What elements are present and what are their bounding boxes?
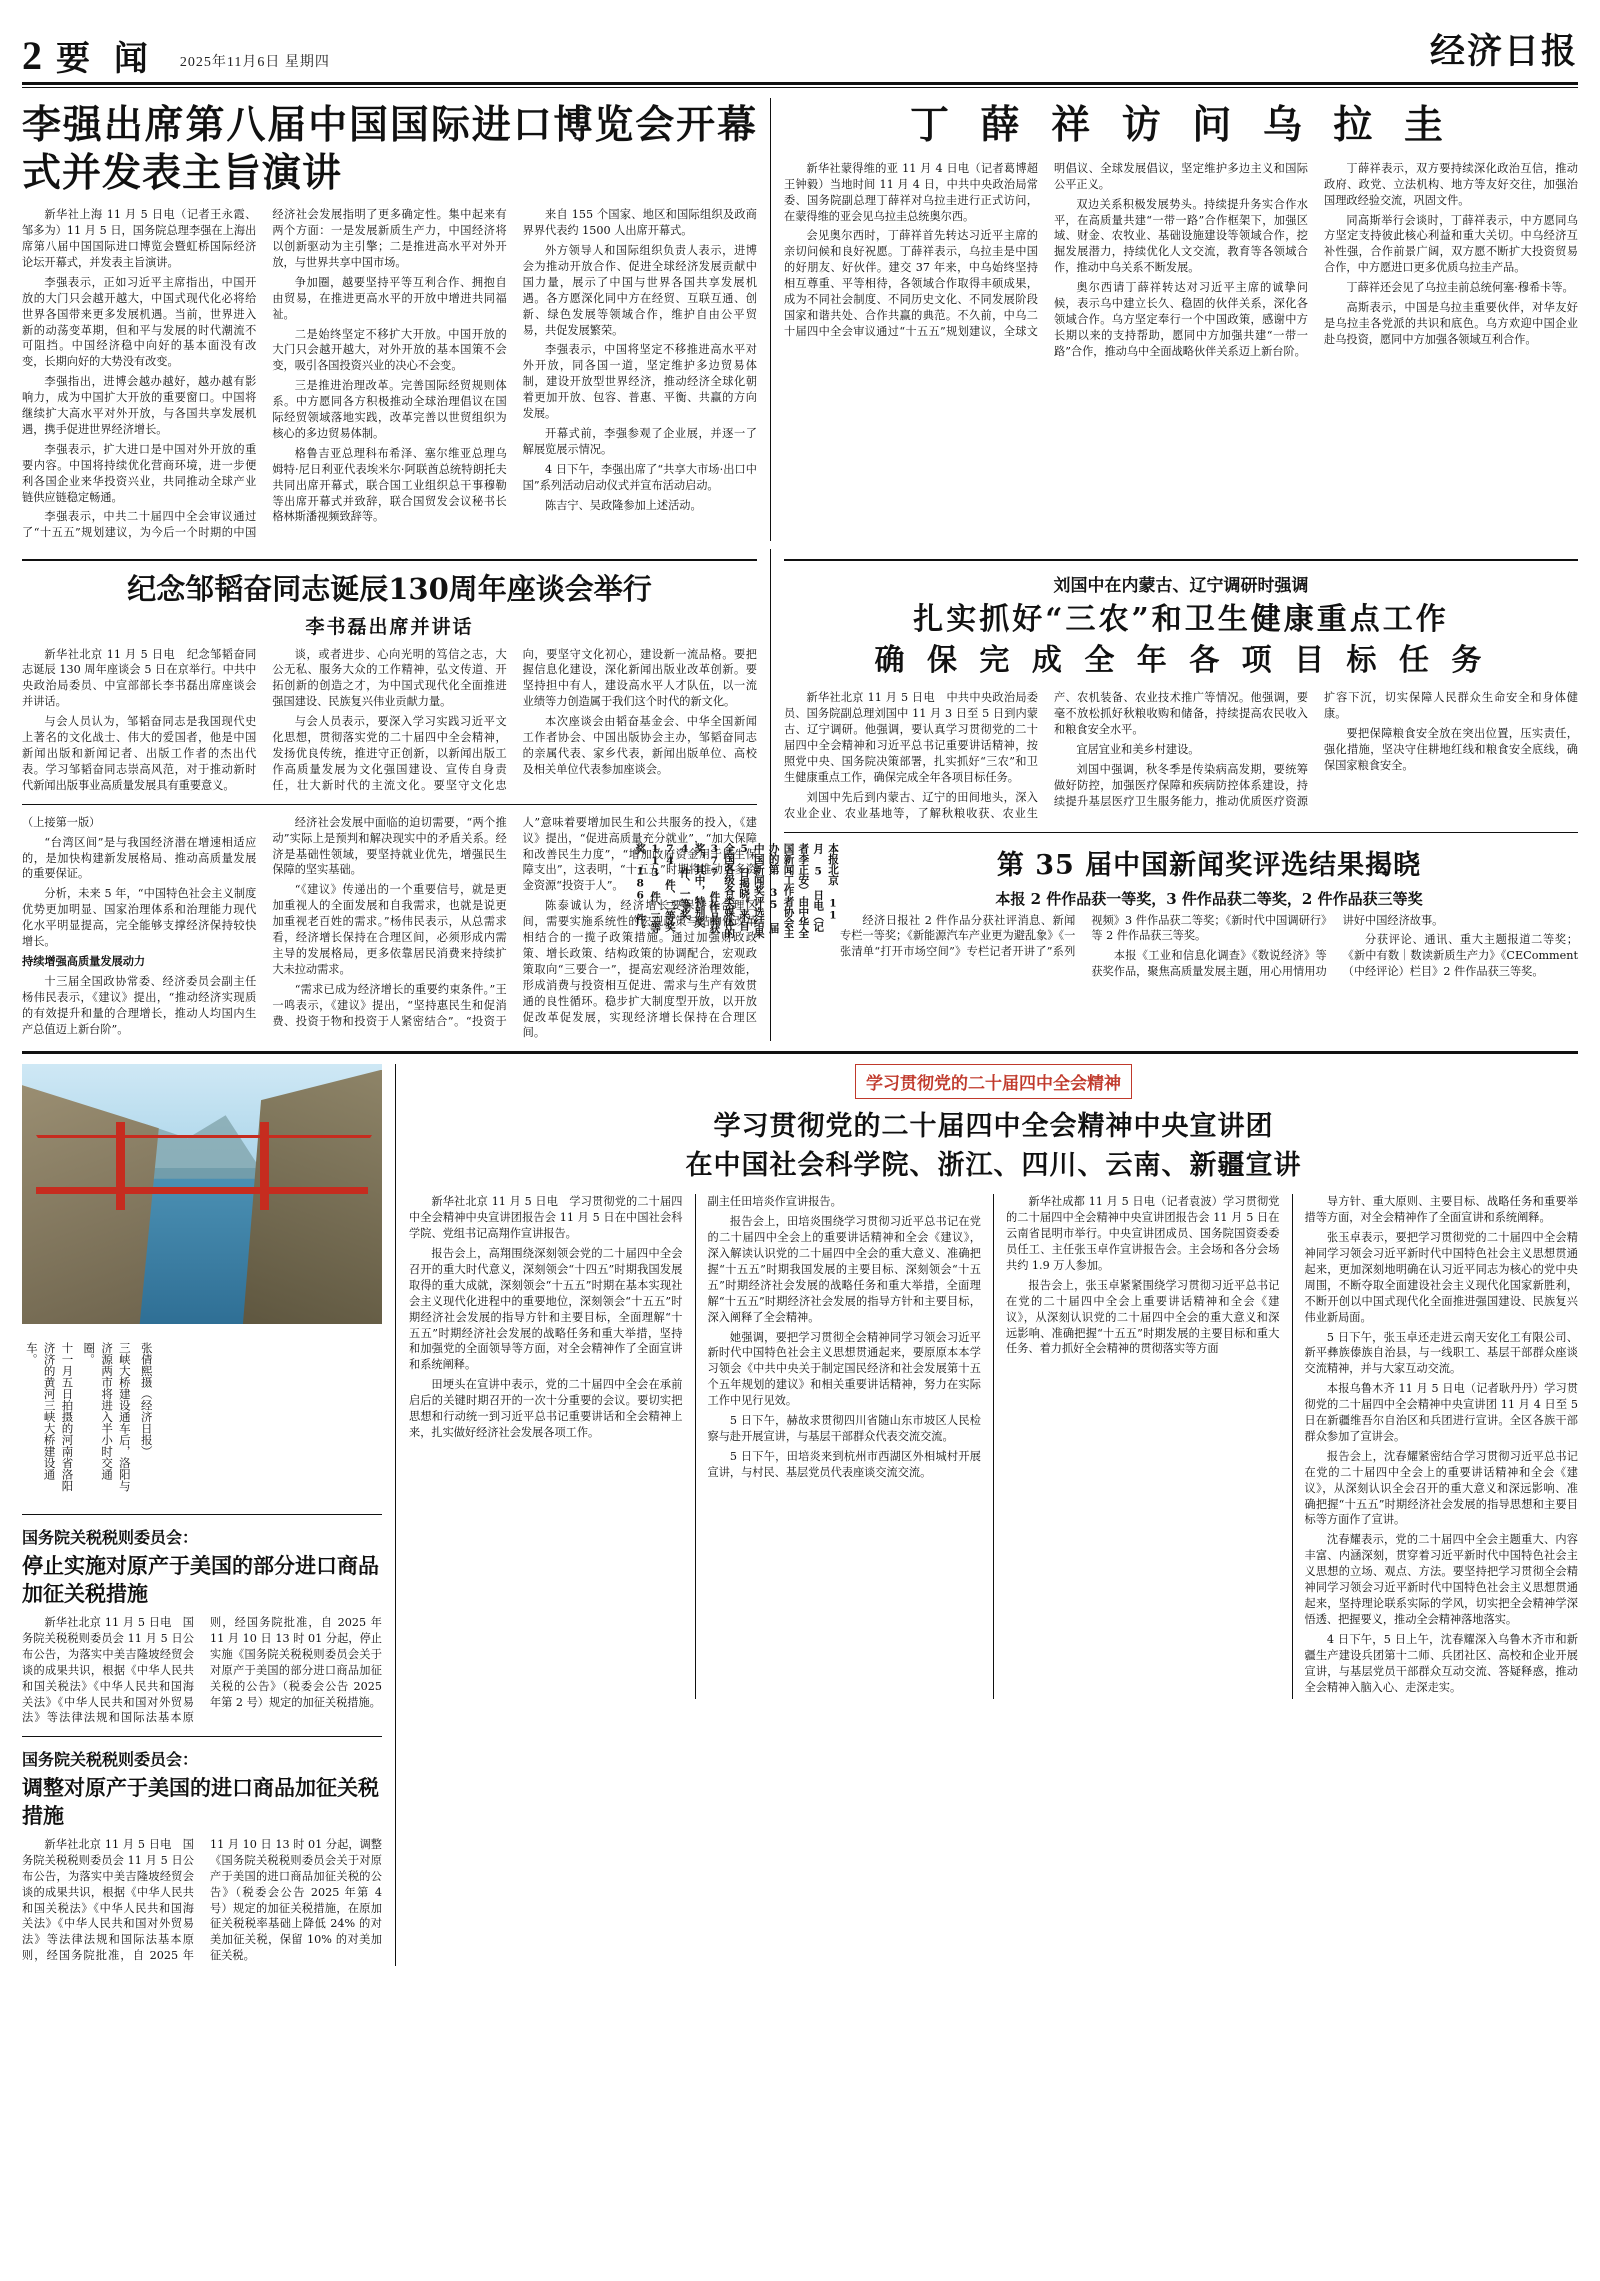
middle-region <box>22 549 1578 1041</box>
masthead <box>22 14 1578 79</box>
zou-subhead: 李书磊出席并讲话 <box>305 615 474 638</box>
publication-date: 2025年11月6日 星期四 <box>179 55 330 70</box>
photo-caption-line-1: 十一月五日拍摄的河南省洛阳济济的黄河三峡大桥建设通车。 <box>24 1342 75 1492</box>
ding-para: 双边关系积极发展势头。持续提升务实合作水平，在高质量共建“一带一路”合作框架下，加强区域、财金、农牧业、基础设施建设等领域合作，挖掘发展潜力，持续优化人文交流，教育等各领域合作，推动中乌关系不断发展。 <box>1054 197 1308 275</box>
study-column-2 <box>708 1194 982 1699</box>
lead-para: 格鲁吉亚总理科布希泽、塞尔维亚总理乌姆特·尼日利亚代表埃米尔·阿联酋总统特朗托夫共同出席开幕式，联合国工业组织总干事穆勒等出席开幕式并致辞，联合国贸发会议秘书长格林斯潘视频致辞等。 <box>272 446 507 524</box>
tariff1-title: 国务院关税税则委员会： <box>22 1528 199 1548</box>
study-column-3 <box>1006 1194 1280 1699</box>
masthead-rule-thin <box>22 87 1578 88</box>
photo-bridge-tower <box>116 1122 125 1210</box>
study-para: 沈春耀表示，党的二十届四中全会主题重大、内容丰富、内涵深刻，贯穿着习近平新时代中国特色社会主义思想的立场、观点、方法。要坚持把学习贯彻全会精神同学习领会习近平新时代中国特色社会主义思想贯通起来，坚持理论联系实际的学风，切实把全会精神学深悟透、把握要义，推动全会精神落地落实。 <box>1304 1533 1578 1626</box>
lead-para: 开幕式前，李强参观了企业展，并逐一了解展览展示情况。 <box>522 426 757 456</box>
zou-para: 新华社北京 11 月 5 日电 纪念邹韬奋同志诞辰 130 周年座谈会 5 日在京举行。中共中央政治局委员、中宣部部长李书磊出席座谈会并讲话。 <box>22 647 257 709</box>
section-rule <box>784 832 1578 833</box>
study-para: 5 日下午，赫故求贯彻四川省随山东市坡区人民检察与赴开展宣讲，与基层干部群众代表交流交流。 <box>707 1414 981 1443</box>
zou-para: 与会人员表示，要深入学习实践习近平文化思想，贯彻落实党的二十届四中全会精神，发扬优良传统，推进守正创新，以新闻出版工作高质量发展为文化强国建设、宣传自身责任，壮大新时代的主流文化。要坚守文化忠向，要坚守文化初心，建设新一流品格。要把握信息化建设，深化新闻出版业改革创新。要坚持担中有人，建设高水平人才队伍，以一流业绩等力创造属于我们这个时代的新文化。 <box>272 647 757 792</box>
zou-body <box>22 647 757 794</box>
photo-caption-block <box>22 1334 382 1504</box>
ding-para: 奥尔西请丁薛祥转达对习近平主席的诚挚问候，表示乌中建立长久、稳固的伙伴关系，深化各领域合作。乌方坚定奉行一个中国政策，感谢中方长期以来的支持帮助，愿同中方加强共建“一带一路”合作，推动乌中全面战略伙伴关系迈上新台阶。 <box>1054 281 1308 358</box>
continued-para: “《建议》传递出的一个重要信号，就是更加重视人的全面发展和自我需求，也就是说更加重视老百姓的需求。”杨伟民表示，从总需求看，经济增长保持在合理区间，必须形成内需主导的发展格局，更多依靠居民消费来持续扩大未拉动需求。 <box>272 883 507 976</box>
study-para: 张玉卓表示，要把学习贯彻党的二十届四中全会精神同学习领会习近平新时代中国特色社会主义思想贯通起来，更加深刻地明确在认习近平同志为核心的党中央周围，不断夺取全面建设社会主义现代化国家新胜利，不断开创以中国式现代化全面推进强国建设、民族复兴伟业新局面。 <box>1304 1231 1578 1324</box>
bridge-photo <box>22 1064 382 1324</box>
top-region <box>22 98 1578 541</box>
ding-para: 同高斯举行会谈时，丁薛祥表示，中方愿同乌方坚定支持彼此核心利益和重大关切。中乌经济互补性强，合作前景广阔，双方愿不断扩大投资贸易合作，中方愿进口更多优质乌拉圭产品。 <box>1324 213 1578 275</box>
continued-para: 经济社会发展中面临的迫切需要，“两个推动”实际上是预判和解决现实中的矛盾关系。经济是基础性领域，要坚持就业优先，增强民生保障的坚实基础。 <box>272 815 507 877</box>
continued-para: “台湾区间”是与我国经济潜在增速相适应的，是加快构建新发展格局、推动高质量发展的重要保证。 <box>22 835 257 881</box>
liu-para: 宜居宜业和美乡村建设。 <box>1076 743 1200 756</box>
liu-para: 刘国中强调，秋冬季是传染病高发期，要统筹做好防控，加强医疗保障和疾病防控体系建设，持续提升基层医疗卫生服务能力，推动优质医疗资源扩容下沉，切实保障人民群众生命安全和身体健康。 <box>1054 691 1578 808</box>
continued-para: “需求已成为经济增长的重要约束条件。”王一鸣表示，《建议》提出，“坚持惠民生和促消费、投资于物和投资于人紧密结合”。“投资于人”意味着要增加民生和公共服务的投入，《建议》提出，“促进高质量充分就业”，“加大保障和改善民生力度”，“增加政府资金用于民生保障支出”，这表明，“十五五”时期将推动更多资金资源“投资于人”。 <box>272 815 757 1028</box>
award-main <box>840 843 1578 981</box>
page-section-label: 要 闻 <box>56 39 154 79</box>
award-body <box>840 913 1578 981</box>
ding-body <box>784 161 1578 360</box>
award-headline: 第 35 届中国新闻奖评选结果揭晓 <box>996 849 1422 881</box>
study-para: 她强调，要把学习贯彻全会精神同学习领会习近平新时代中国特色社会主义思想贯通起来，要原原本本学习领会《中共中央关于制定国民经济和社会发展第十五个五年规划的建议》和相关重要讲话精神，努力在实际工作中见行见效。 <box>707 1330 981 1408</box>
lead-para: 李强表示，中共二十届四中全会审议通过了“十五五”规划建议，为今后一个时期的中国经济社会发展指明了更多确定性。集中起来有两个方面：一是发展新质生产力，中国经济将以创新驱动为主引擎；二是推进高水平对外开放，与世界共享中国市场。 <box>22 208 507 540</box>
study-para: 5 日下午，田培炎来到杭州市西湖区外相城村开展宣讲，与村民、基层党员代表座谈交流交流。 <box>707 1449 981 1479</box>
page-number: 2 <box>22 33 42 78</box>
ding-para: 会见奥尔西时，丁薛祥首先转达习近平主席的亲切问候和良好祝愿。丁薛祥表示，乌拉圭是中国的好朋友、好伙伴。建交 37 年来，中乌始终坚持相互尊重、平等相待，各领域合作取得丰硕成果，成为不同社会制度、不同历史文化、不同发展阶段国家和谐共处、合作共赢的典范。不久前，中乌二十届四中全会审议通过“十五五”规划建议，全球文明倡议、全球发展倡议，坚定维护多边主义和国际公平正义。 <box>784 161 1308 338</box>
tariff1-headline: 停止实施对原产于美国的部分进口商品加征关税措施 <box>22 1553 379 1606</box>
column-divider <box>770 549 771 1041</box>
section-rule <box>22 1514 382 1515</box>
study-headline-2: 在中国社会科学院、浙江、四川、云南、新疆宣讲 <box>685 1149 1302 1181</box>
section-rule <box>784 559 1578 561</box>
lead-body <box>22 207 757 541</box>
masthead-rule-thick <box>22 82 1578 85</box>
ding-article <box>784 98 1578 541</box>
bottom-region <box>22 1064 1578 1966</box>
award-para: 分获评论、通讯、重大主题报道二等奖；《新中有数｜数读新质生产力》《CEComment（中经评论）栏目》2 件作品获三等奖。 <box>1342 933 1578 979</box>
liu-headline-2: 确 保 完 成 全 年 各 项 目 标 任 务 <box>874 643 1488 679</box>
study-para: 报告会上，田培炎围绕学习贯彻习近平总书记在党的二十届四中全会上的重要讲话精神和全会《建议》，深入解读认识党的二十届四中全会的重大意义、准确把握“十五五”时期我国发展的主要目标、深刻领会“十五五”时期经济社会发展的战略任务和重大举措，全面理解“十五五”时期经济社会发展的指导方针和主要目标，深入阐释了全会精神。 <box>707 1215 981 1324</box>
column-divider <box>770 98 771 541</box>
ding-headline: 丁 薛 祥 访 问 乌 拉 圭 <box>909 102 1453 148</box>
lead-para: 李强表示，中国将坚定不移推进高水平对外开放，同各国一道，坚定维护多边贸易体制，建设开放型世界经济，推动经济全球化朝着更加开放、包容、普惠、平衡、共赢的方向发展。 <box>522 343 757 421</box>
lead-para: 李强表示，正如习近平主席指出，中国开放的大门只会越开越大，中国式现代化必将给世界各国带来更多发展机遇。当前，世界进入新的动荡变革期，但和平与发展的时代潮流不可阻挡。中国经济稳中向好的基本面没有改变，长期向好的大势没有改变。 <box>22 275 257 369</box>
liu-eyebrow: 刘国中在内蒙古、辽宁调研时强调 <box>1053 576 1309 597</box>
lead-para: 三是推进治理改革。完善国际经贸规则体系。中方愿同各方积极推动全球治理倡议在国际经贸领域落地实践，改革完善以世贸组织为核心的多边贸易体制。 <box>272 379 507 440</box>
tariff2-title: 国务院关税税则委员会： <box>22 1750 199 1770</box>
lead-para: 来自 155 个国家、地区和国际组织及政商界界代表约 1500 人出席开幕式。 <box>522 208 757 238</box>
tariff1-para: 新华社北京 11 月 5 日电 国务院关税税则委员会 11 月 5 日公布公告，为落实中美吉隆坡经贸会谈的成果共识，根据《中华人民共和国关税法》《中华人民共和国海关法》《中华人民共和国对外贸易法》等法律法规和国际法基本原则，经国务院批准，自 2025 年 11 月 10 日 13 时 01 分起，停止实施《国务院关税税则委员会关于对原产于美国的部分进口商品加征关税的公告》（税委会公告 2025 年第 2 号）规定的加征关税措施。 <box>22 1615 382 1725</box>
paper-name: 经济日报 <box>1429 31 1578 72</box>
study-columns <box>409 1194 1578 1699</box>
column-divider <box>395 1064 396 1966</box>
photo-credit: 张倩熙摄（经济日报） <box>139 1342 154 1458</box>
continued-note: （上接第一版） <box>22 815 101 829</box>
study-para: 5 日下午，张玉卓还走进云南天安化工有限公司、新平彝族傣族自治县，与一线职工、基层干部群众座谈交流精神，并与大家互动交流。 <box>1304 1330 1578 1376</box>
ding-para: 丁薛祥还会见了乌拉圭前总统何塞·穆希卡等。 <box>1346 281 1574 295</box>
lead-para: 新华社上海 11 月 5 日电（记者王永霞、邹多为）11 月 5 日，国务院总理李强在上海出席第八届中国国际进口博览会暨虹桥国际经济论坛开幕式，并发表主旨演讲。 <box>22 208 257 269</box>
column-divider <box>695 1194 696 1699</box>
zou-para: 本次座谈会由韬奋基金会、中华全国新闻工作者协会、中国出版协会主办，邹韬奋同志的亲属代表、家乡代表，新闻出版单位、高校及相关单位代表参加座谈会。 <box>522 715 757 776</box>
liu-para: 新华社北京 11 月 5 日电 中共中央政治局委员、国务院副总理刘国中 11 月 3 日至 5 日到内蒙古、辽宁调研。他强调，要认真学习贯彻党的二十届四中全会精神和习近平总书记重要讲话精神，按照党中央、国务院决策部署，扎实抓好“三农”和卫生健康重点工作，确保完成全年各项目标任务。 <box>784 691 1038 784</box>
study-para: 新华社北京 11 月 5 日电 学习贯彻党的二十届四中全会精神中央宣讲团报告会 11 月 5 日在中国社会科学院、党组书记高翔作宣讲报告。 <box>409 1195 683 1241</box>
continued-para: 陈泰诚认为，经济增长要保持在合理区间，需要实施系统性的宏观政策与结构性改革相结合的一揽子政策措施。通过加强财政政策、增长政策、结构政策的协调配合，宏观政策取向“三要合一”，提高宏观经济治理效能，形成消费与投资相互促进、需求与生产有效贯通的良性循环。稳步扩大制度型开放，以开放促改革促发展，实现经济增长保持在合理区间。 <box>522 899 757 1040</box>
lead-para: 二是始终坚定不移扩大开放。中国开放的大门只会越开越大，对外开放的基本国策不会变，吸引各国投资兴业的决心不会变。 <box>272 327 507 373</box>
tariff-notice-2 <box>22 1747 382 1966</box>
zou-para: 与会人员认为，邹韬奋同志是我国现代史上著名的文化战士、伟大的爱国者，他是中国新闻出版和新闻记者、出版工作者的杰出代表。学习邹韬奋同志崇高风范，对于推动新时代新闻出版事业高质量发展具有重要意义。 <box>22 715 257 792</box>
study-para: 报告会上，高翔围绕深刻领会党的二十届四中全会召开的重大时代意义，深刻领会“十四五”时期我国发展取得的重大成就，深刻领会“十五五”时期在基本实现社会主义现代化进程中的重要地位，深刻领会“十五五”时期经济社会发展的指导方针和主要目标，全面理解“十五五”时期经济社会发展的战略任务和重大举措，坚持和加强党的全面领导等方面，对全会精神作了全面宣讲和系统阐释。 <box>409 1246 683 1372</box>
study-headline-1: 学习贯彻党的二十届四中全会精神中央宣讲团 <box>713 1111 1274 1143</box>
zou-article <box>22 549 757 1041</box>
photo-bridge-tower <box>260 1122 269 1210</box>
study-article <box>409 1064 1578 1966</box>
lead-para: 外方领导人和国际组织负责人表示，进博会为推动开放合作、促进全球经济发展贡献中国力量，展示了中国与世界各国共享发展机遇。各方愿深化同中方在经贸、互联互通、创新、绿色发展等领域合作，维护自由公平贸易，共促发展繁荣。 <box>522 243 757 337</box>
award-subhead: 本报 2 件作品获一等奖，3 件作品获二等奖，2 件作品获三等奖 <box>995 889 1423 908</box>
liu-headline-1: 扎实抓好“三农”和卫生健康重点工作 <box>913 602 1449 638</box>
award-para: 本报《工业和信息化调查》《数说经济》等获奖作品，聚焦高质量发展主题，用心用情用功讲好中国经济故事。 <box>1091 913 1444 979</box>
lead-para: 争加圈，越要坚持平等互利合作、拥抱自由贸易，在推进更高水平的开放中增进共同福祉。 <box>272 275 507 321</box>
study-para: 新华社成都 11 月 5 日电（记者袁波）学习贯彻党的二十届四中全会精神中央宣讲团报告会 11 月 5 日在云南省昆明市举行。中央宣讲团成员、国务院国资委委员任工、主任张玉卓作宣讲报告会。主会场和各分会场共约 1.9 万人参加。 <box>1006 1195 1280 1272</box>
continued-subhead: 持续增强高质量发展动力 <box>22 953 146 968</box>
section-rule <box>22 804 757 805</box>
study-banner-wrap <box>409 1064 1578 1107</box>
lead-para: 4 日下午，李强出席了“共享大市场·出口中国”系列活动启动仪式并宣布活动启动。 <box>522 462 757 492</box>
ding-para: 丁薛祥表示，双方要持续深化政治互信，推动政府、政党、立法机构、地方等友好交往，加强治国理政经验交流，巩固文件。 <box>1324 161 1578 207</box>
zou-para: 谈，或者进步、心向光明的笃信之志，大公无私、服务大众的工作精神，弘文传道、开拓创新的创造之才，为中国式现代化全面推进强国建设、民族复兴伟业贡献力量。 <box>272 647 507 709</box>
tariff2-body <box>22 1837 382 1966</box>
study-banner: 学习贯彻党的二十届四中全会精神 <box>855 1064 1132 1099</box>
photo-caption-line-2: 三峡大桥建设通车后，洛阳与济源两市将进入半小时交通圈。 <box>82 1342 132 1492</box>
study-para: 副主任田培炎作宣讲报告。 <box>707 1195 842 1209</box>
study-para: 本报乌鲁木齐 11 月 5 日电（记者耿丹丹）学习贯彻党的二十届四中全会精神中央宣讲团 11 月 4 日至 5 日在新疆维吾尔自治区和兵团进行宣讲。全区各族干部群众参加了宣讲会。 <box>1304 1382 1578 1443</box>
ding-para: 新华社蒙得维的亚 11 月 4 日电（记者葛博超 王钟毅）当地时间 11 月 4 日，中共中央政治局常委、国务院副总理丁薛祥对乌拉圭进行正式访问，在蒙得维的亚会见乌拉圭总统奥尔西。 <box>784 161 1050 223</box>
study-para: 田埂头在宣讲中表示，党的二十届四中全会在承前启后的关键时期召开的一次十分重要的会议。要切实把思想和行动统一到习近平总书记重要讲话和全会精神上来，扎实做好经济社会发展各项工作。 <box>409 1378 683 1439</box>
liu-para: 要把保障粮食安全放在突出位置，压实责任，强化措施，坚决守住耕地红线和粮食安全底线，确保国家粮食安全。 <box>1324 727 1578 772</box>
ding-para: 高斯表示，中国是乌拉圭重要伙伴，对华友好是乌拉圭各党派的共识和底色。乌方欢迎中国企业赴乌投资，愿同中方加强各领域互利合作。 <box>1324 301 1578 346</box>
continued-para: 分析，未来 5 年，“中国特色社会主义制度优势更加明显、国家治理体系和治理能力现代化水平明显提高，完全能够支撑经济保持较快增长。 <box>22 887 257 949</box>
study-para: 导方针、重大原则、主要目标、战略任务和重要举措等方面，对全会精神作了全面宣讲和系统阐释。 <box>1304 1195 1578 1225</box>
lead-article <box>22 98 757 541</box>
photo-and-tariffs <box>22 1064 382 1966</box>
column-divider <box>1292 1194 1293 1699</box>
zou-headline: 纪念邹韬奋同志诞辰130周年座谈会举行 <box>127 572 652 607</box>
lead-para: 李强表示，扩大进口是中国对外开放的重要内容。中国将持续优化营商环境，进一步便利各国企业来华投资兴业，共同推动全球产业链供应链稳定畅通。 <box>22 442 257 504</box>
award-article <box>634 842 1578 981</box>
study-column-1 <box>409 1194 683 1699</box>
award-sidenote: 本报北京 11 月 5 日电（记者李正安）由中华全国新闻工作者协会主办的第 35 届中国新闻奖评选结果 5 日揭晓。来自全国各级各类媒体的 377 件作品获奖，其中，特别奖 4 件、一等奖 74 件、二等奖 113 件、三等奖 186 件。 <box>634 842 839 938</box>
tariff1-body <box>22 1615 382 1726</box>
lead-headline: 李强出席第八届中国国际进口博览会开幕式并发表主旨演讲 <box>22 102 757 196</box>
study-para: 报告会上，张玉卓紧紧围绕学习贯彻习近平总书记在党的二十届四中全会上重要讲话精神和全会《建议》，从深刻认识党的二十届四中全会的重大意义和深远影响、准确把握“十五五”时期发展的主要目标和重大任务、着力抓好全会精神的贯彻落实等方面 <box>1006 1278 1280 1356</box>
continued-para: 十三届全国政协常委、经济委员会副主任杨伟民表示，《建议》提出，“推动经济实现质的有效提升和量的合理增长，推动人均国内生产总值迈上新台阶”。 <box>22 974 257 1036</box>
liu-body <box>784 690 1578 821</box>
tariff-notice-1 <box>22 1525 382 1726</box>
study-para: 4 日下午，5 日上午，沈春耀深入乌鲁木齐市和新疆生产建设兵团第十二师、兵团社区、高校和企业开展宣讲，与基层党员干部群众互动交流、答疑释惑，推动全会精神入脑入心、走深走实。 <box>1304 1632 1578 1694</box>
section-rule <box>22 1736 382 1737</box>
tariff2-para: 新华社北京 11 月 5 日电 国务院关税税则委员会 11 月 5 日公布公告，为落实中美吉隆坡经贸会谈的成果共识，根据《中华人民共和国关税法》《中华人民共和国海关法》《中华人民共和国对外贸易法》等法律法规和国际法基本原则，经国务院批准，自 2025 年 11 月 10 日 13 时 01 分起，调整《国务院关税税则委员会关于对原产于美国的进口商品加征关税的公告》（税委会公告 2025 年第 4 号）规定的加征关税措施，在原加征关税税率基础上降低 24% 的对美加征关税，保留 10% 的对美加征关税。 <box>22 1837 382 1963</box>
column-divider <box>993 1194 994 1699</box>
study-para: 报告会上，沈春耀紧密结合学习贯彻习近平总书记在党的二十届四中全会上的重要讲话精神和全会《建议》，从深刻认识全会召开的重大意义和深远影响、准确把握“十五五”时期经济社会发展的指导思想和主要目标等方面作了宣讲。 <box>1304 1449 1578 1527</box>
photo-bridge-deck <box>36 1187 367 1194</box>
liu-para: 刘国中先后到内蒙古、辽宁的田间地头，深入农业企业、农业基地等，了解秋粮收获、农业生产、农机装备、农业技术推广等情况。他强调，要毫不放松抓好秋粮收购和储备，持续提高农民收入和粮食安全水平。 <box>784 691 1308 820</box>
section-rule <box>22 559 757 561</box>
study-column-4 <box>1305 1194 1579 1699</box>
bottom-separator <box>22 1051 1578 1054</box>
newspaper-page <box>0 14 1600 2281</box>
award-para: 经济日报社 2 件作品分获社评消息、新闻专栏一等奖；《新能源汽车产业更为避乱象》《一张清单“打开市场空间”》专栏记者开讲了”系列视频》3 件作品获二等奖；《新时代中国调研行》等 2 件作品获三等奖。 <box>840 913 1327 959</box>
lead-para: 陈吉宁、吴政隆参加上述活动。 <box>545 498 702 512</box>
lead-para: 李强指出，进博会越办越好，越办越有影响力，成为中国扩大开放的重要窗口。中国将继续扩大高水平对外开放，与各国共享发展机遇，携手促进世界经济增长。 <box>22 375 257 436</box>
tariff2-headline: 调整对原产于美国的进口商品加征关税措施 <box>22 1775 379 1828</box>
